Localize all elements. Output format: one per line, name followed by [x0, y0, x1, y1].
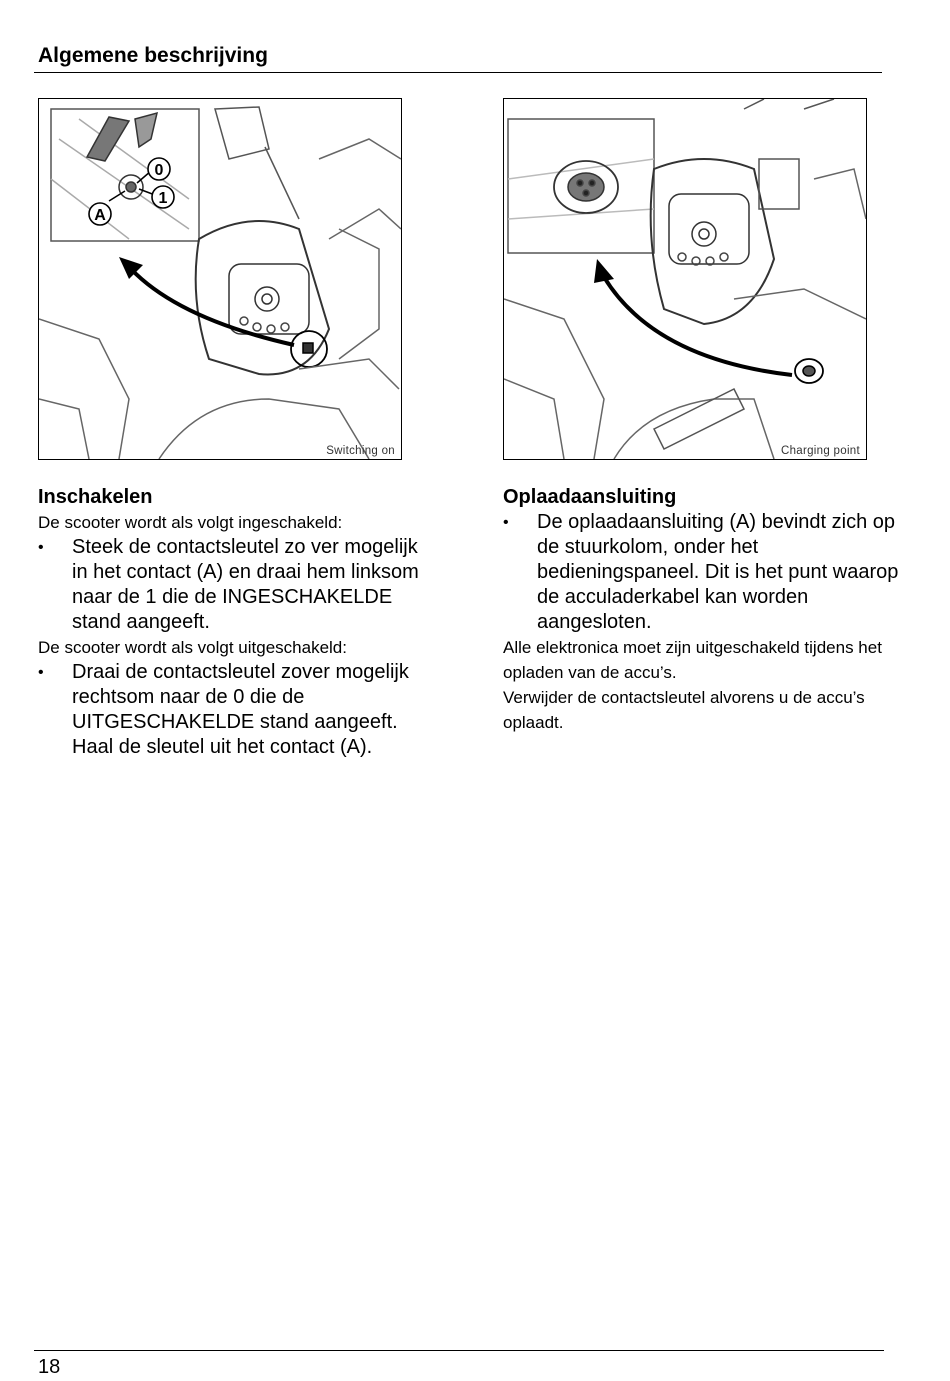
switching-on-caption: Switching on [326, 445, 395, 457]
switching-on-title: Inschakelen [38, 486, 153, 508]
charging-point-description [503, 510, 903, 635]
charging-point-caption: Charging point [780, 445, 860, 457]
footer-divider [34, 1350, 884, 1351]
charging-point-drawing [504, 99, 866, 459]
page-number: 18 [38, 1356, 61, 1378]
switching-on-section [38, 484, 438, 760]
bullet-icon: • [38, 664, 44, 681]
label-a: A [94, 207, 106, 224]
switch-on-intro: De scooter wordt als volgt ingeschakeld: [38, 513, 343, 532]
charging-note-remove-key: Verwijder de contactsleutel alvorens u de accu’s oplaadt. [503, 688, 865, 732]
label-one: 1 [158, 190, 168, 207]
charging-point-illustration [503, 98, 867, 460]
charging-note-electronics-off: Alle elektronica moet zijn uitgeschakeld tijdens het opladen van de accu’s. [503, 638, 882, 682]
switching-on-illustration [38, 98, 402, 460]
switch-off-intro: De scooter wordt als volgt uitgeschakeld: [38, 638, 347, 657]
label-zero: 0 [154, 162, 164, 179]
header-divider [34, 72, 882, 73]
charging-point-section [503, 484, 903, 735]
switch-off-step-text: Draai de contactsleutel zover mogelijk rechtsom naar de 0 die de UITGESCHAKELDE stand aangeeft. Haal de sleutel uit het contact (A). [72, 661, 409, 758]
page-header-title: Algemene beschrijving [38, 44, 268, 67]
switching-on-drawing [39, 99, 401, 459]
charging-point-description-text: De oplaadaansluiting (A) bevindt zich op de stuurkolom, onder het bedieningspaneel. Dit is het punt waarop de acculaderkabel kan worden aangesloten. [537, 511, 899, 633]
switch-on-step [38, 535, 438, 635]
bullet-icon: • [38, 539, 44, 556]
charging-point-title: Oplaadaansluiting [503, 486, 677, 508]
switch-off-step [38, 660, 438, 760]
bullet-icon: • [503, 514, 509, 531]
switch-on-step-text: Steek de contactsleutel zo ver mogelijk in het contact (A) en draai hem linksom naar de 1 die de INGESCHAKELDE stand aangeeft. [72, 536, 419, 633]
